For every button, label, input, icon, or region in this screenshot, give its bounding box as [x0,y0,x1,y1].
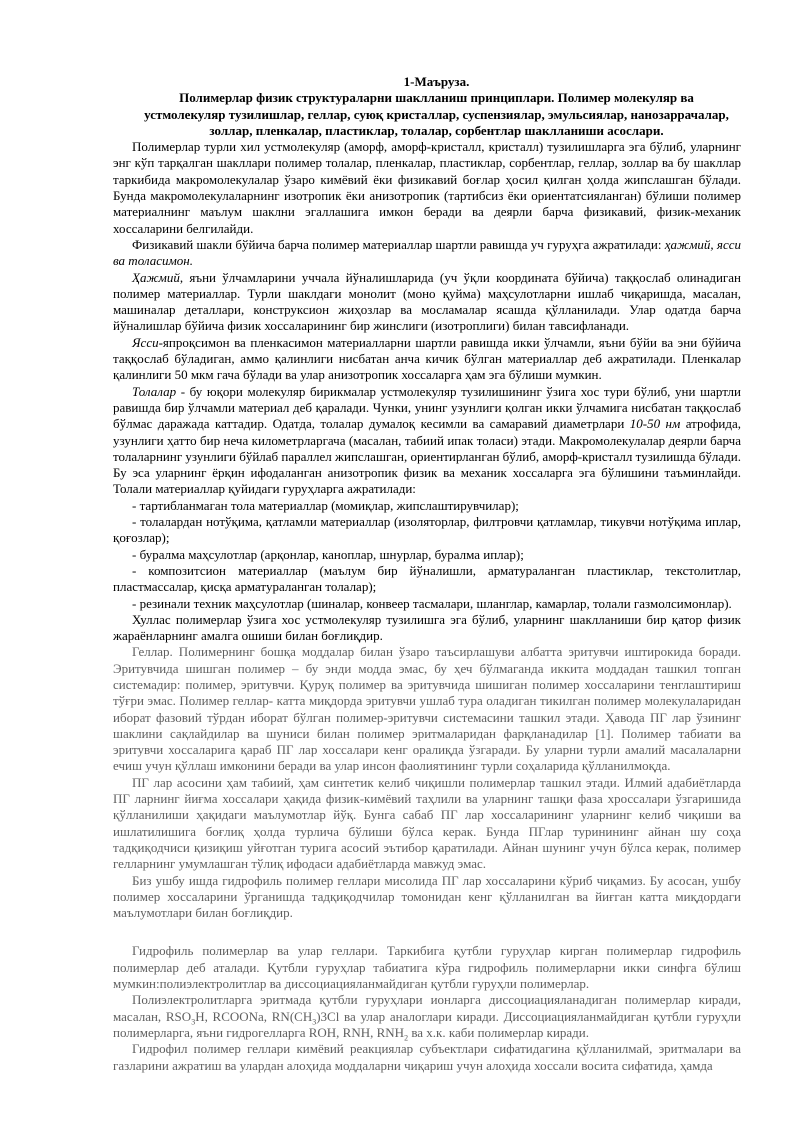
document-page [113,74,741,1074]
paragraph-spacer [113,921,741,943]
gels-section [113,644,741,1073]
fiber-groups-list [113,498,741,612]
paragraph-hydrophilic: Гидрофиль полимерлар ва улар геллари. Таркибига қутбли гуруҳлар кирган полимерлар гидрофиль полимерлар деб аталади. Қутбли гуруҳлар табиатига кўра гидрофиль полимерларни икки синфга бўлиш мумкин:полиэлектролитлар ва диссоциацияланмайдиган қутбли гуруҳли полимерлар. [113,943,741,992]
polyelectrolytes-text-a: Полиэлектролитларга эритмада қутбли гуруҳлари ионларга диссоциацияланадиган полимерлар киради, масалан, RSO [113,992,741,1024]
fibers-text-b: атрофида, узунлиги ҳатто бир неча километрларгача (масалан, табиий ипак толаси) этади. Макромолекулалар деярли барча толаларнинг узунлиги бўйлаб параллел жипслашган, ориентирланган бўлиб, аморф-кристалл тузилишда бўлади. Бу эса уларнинг ёрқин ифодаланган анизотропик физик ва механик хоссаларга эга бўлишини таъминлайди. Толали материаллар қуйидаги гуруҳларга ажратилади: [113,416,742,497]
paragraph-flat [113,335,741,384]
list-item: - тартибланмаган тола материаллар (момиқлар, жипслаштирувчилар); [132,497,519,513]
classification-text: Физикавий шакли бўйича барча полимер материаллар шартли равишда уч гуруҳга ажратилади: [132,236,665,252]
list-item: - буралма маҳсулотлар (арқонлар, каноплар, шнурлар, буралма иплар); [132,546,524,562]
paragraph-summary: Хуллас полимерлар ўзига хос устмолекуляр тузилишга эга бўлиб, уларнинг шаклланиши бир қатор физик жараёнларнинг амалга ошиши билан боғлиқдир. [113,611,741,644]
list-item: - резинали техник маҳсулотлар (шиналар, конвеер тасмалари, шланглар, камарлар, толали газмолсимонлар). [132,595,732,611]
polyelectrolytes-text-b: H, RCOONa, RN(CH [195,1008,313,1024]
classification-types: ҳажмий, ясси ва толасимон. [113,236,741,269]
fibers-diameter: 10-50 нм [629,416,681,432]
lecture-number: 1-Маъруза. [403,74,470,89]
list-item: - композитсион материаллар (маълум бир йўналишли, арматураланган пластиклар, текстолитлар, пластмассалар, қисқа арматураланган толалар); [113,562,741,595]
lecture-title-line-2: устмолекуляр тузилишлар, геллар, суюқ кристаллар, суспензиялар, эмульсиялар, нанозаррачалар, [144,106,729,122]
volumetric-term: Ҳажмий [132,269,180,285]
fibers-term: Толалар [132,383,177,399]
paragraph-gels-2: ПГ лар асосини ҳам табиий, ҳам синтетик келиб чиқишли полимерлар ташкил этади. Илмий адабиётларда ПГ ларнинг йиғма хоссалари ҳақида физик-кимёвий таҳлили ва уларнинг ташқи фаза хроссалари ўзгаришида қўлланилиши ҳақидаги маълумотлар йўқ. Бунга сабаб ПГ лар хоссаларининг уларнинг келиб чиқиши ва ишлатилишига боғлиқ ҳолда турлича бўлиши бўлса керак. Бунда ПГлар туринининг айнан шу соҳа тадқиқодчиси қизиқиш уйғотган турига асосий эътибор қаратилади. Айнан шунинг учун бўлса керак, полимер гелларнинг умумлашган тўлиқ ифодаси адабиётларда мавжуд эмас. [113,774,741,872]
subscript: 3 [191,1017,196,1027]
paragraph-hydrophilic-uses: Гидрофил полимер геллари кимёвий реакциялар субъектлари сифатидагина қўлланилмай, эритмалари ва газларини ажратиш ва улардан алоҳида моддаларни чиқариш учун алоҳида хоссали восита сифатида, ҳамда [113,1041,741,1073]
paragraph-polyelectrolytes [113,992,741,1041]
polyelectrolytes-text-c: )3Cl ва улар аналоглари киради. Диссоциацияланмайдиган қутбли гуруҳли полимерларга, яъни гидрогелларга ROH, RNH, RNH [113,1008,741,1040]
paragraph-gels-3: Биз ушбу ишда гидрофиль полимер геллари мисолида ПГ лар хоссаларини кўриб чиқамиз. Бу асосан, ушбу полимер хоссаларини ўрганишда тадқиқодчилар томонидан кенг қўлланилган ва йиғган катта миқдордаги маълумотлари билан боғлиқдир. [113,872,741,921]
paragraph-fibers [113,384,741,498]
paragraph-volumetric [113,270,741,335]
subscript: 3 [312,1017,317,1027]
paragraph-intro: Полимерлар турли хил устмолекуляр (аморф, аморф-кристалл, кристалл) тузилишларга эга бўлиб, уларнинг энг кўп тарқалган шакллари полимер толалар, пленкалар, пластиклар, сорбентлар, геллар, золлар ва бу шакллар таркибида макромолекулалар ўзаро кимёвий ёки физикавий боғлар ҳосил қилган ҳолда жипслашган бўлади. Бунда макромолекулаларнинг изотропик ёки анизотропик (тартибсиз ёки ориентатсияланган) бўлиши полимер материалнинг маълум шаклни эгаллашига имкон беради ва деярли барча физикавий, физик-механик хоссаларини белгилайди. [113,139,741,236]
flat-text: япроқсимон ва пленкасимон материалларни шартли равишда икки ўлчамли, яъни бўйи ва эни бўйича таққослаб бўладиган, аммо қалинлиги нисбатан анча кичик бўлган материаллар деб ажратилади. Пленкалар қалинлиги 50 мкм гача бўлади ва улар анизотропик хоссаларга ҳам эга бўлиши мумкин. [113,334,741,383]
polyelectrolytes-text-d: ва х.к. каби полимерлар киради. [408,1024,590,1040]
paragraph-classification [113,237,741,270]
list-item: - толалардан нотўқима, қатламли материаллар (изоляторлар, филтровчи қатламлар, тикувчи нотўқима иплар, қоғозлар); [113,514,741,546]
lecture-title-line-1: Полимерлар физик структураларни шаклланиш принциплари. Полимер молекуляр ва [179,90,694,106]
lecture-title-line-3: золлар, пленкалар, пластиклар, толалар, сорбентлар шаклланиши асослари. [209,122,664,138]
paragraph-gels-1: Геллар. Полимернинг бошқа моддалар билан ўзаро таъсирлашуви албатта эритувчи иштирокида боради. Эритувчида шишган полимер – бу энди модда эмас, бу ҳеч бўлмаганда иккита моддадан ташкил топган системадир: полимер, эритувчи. Қуруқ полимер ва эритувчида шишиган полимер хоссаларини тенглаштириш тўғри эмас. Полимер геллар- катта миқдорда эритувчи ушлаб тура оладиган тикилган полимер молекулаларидан иборат фазовий тўрдан иборат бўлган полимер-эритувчи системасини ташкил этади. Ҳавода ПГ лар ўзининг шаклини сақлайдилар ва шуниси билан полимер эритмаларидан фарқланадилар [1]. Полимер табиати ва эритувчи хоссаларига қараб ПГ лар хоссалари кенг оралиқда ўзгаради. Бу уларни турли амалий масалаларни ечиш учун қўллаш имконини беради ва улар инсон фаолиятининг турли соҳаларида қўлланилмоқда. [113,644,741,774]
fibers-text-a: - бу юқори молекуляр бирикмалар устмолекуляр тузилишининг ўзига хос тури бўлиб, уни шартли равишда бир ўлчамли материал деб қаралади. Чунки, унинг узунлиги қолган икки ўлчамига нисбатан таққослаб бўлмас даражада каттадир. Одатда, толалар думалоқ кесимли ва самаравий диаметрлари [113,383,741,432]
flat-term: Ясси- [132,334,163,350]
subscript: 2 [404,1033,409,1043]
volumetric-text: , яъни ўлчамларини уччала йўналишларида (уч ўқли координата бўйича) таққослаб олинадиган полимер материаллар. Турли шаклдаги монолит (моно қуйма) маҳсулотларни ишлаб чиқаришда, масалан, машиналар деталлари, конструксион жиҳозлар ва мосламалар ясашда қўлланилади. Улар одатда барча йўналишлар бўйича физик хоссаларининг бир жинслиги (изотроплиги) билан тавсифланади. [113,269,741,334]
lecture-header [113,74,741,139]
